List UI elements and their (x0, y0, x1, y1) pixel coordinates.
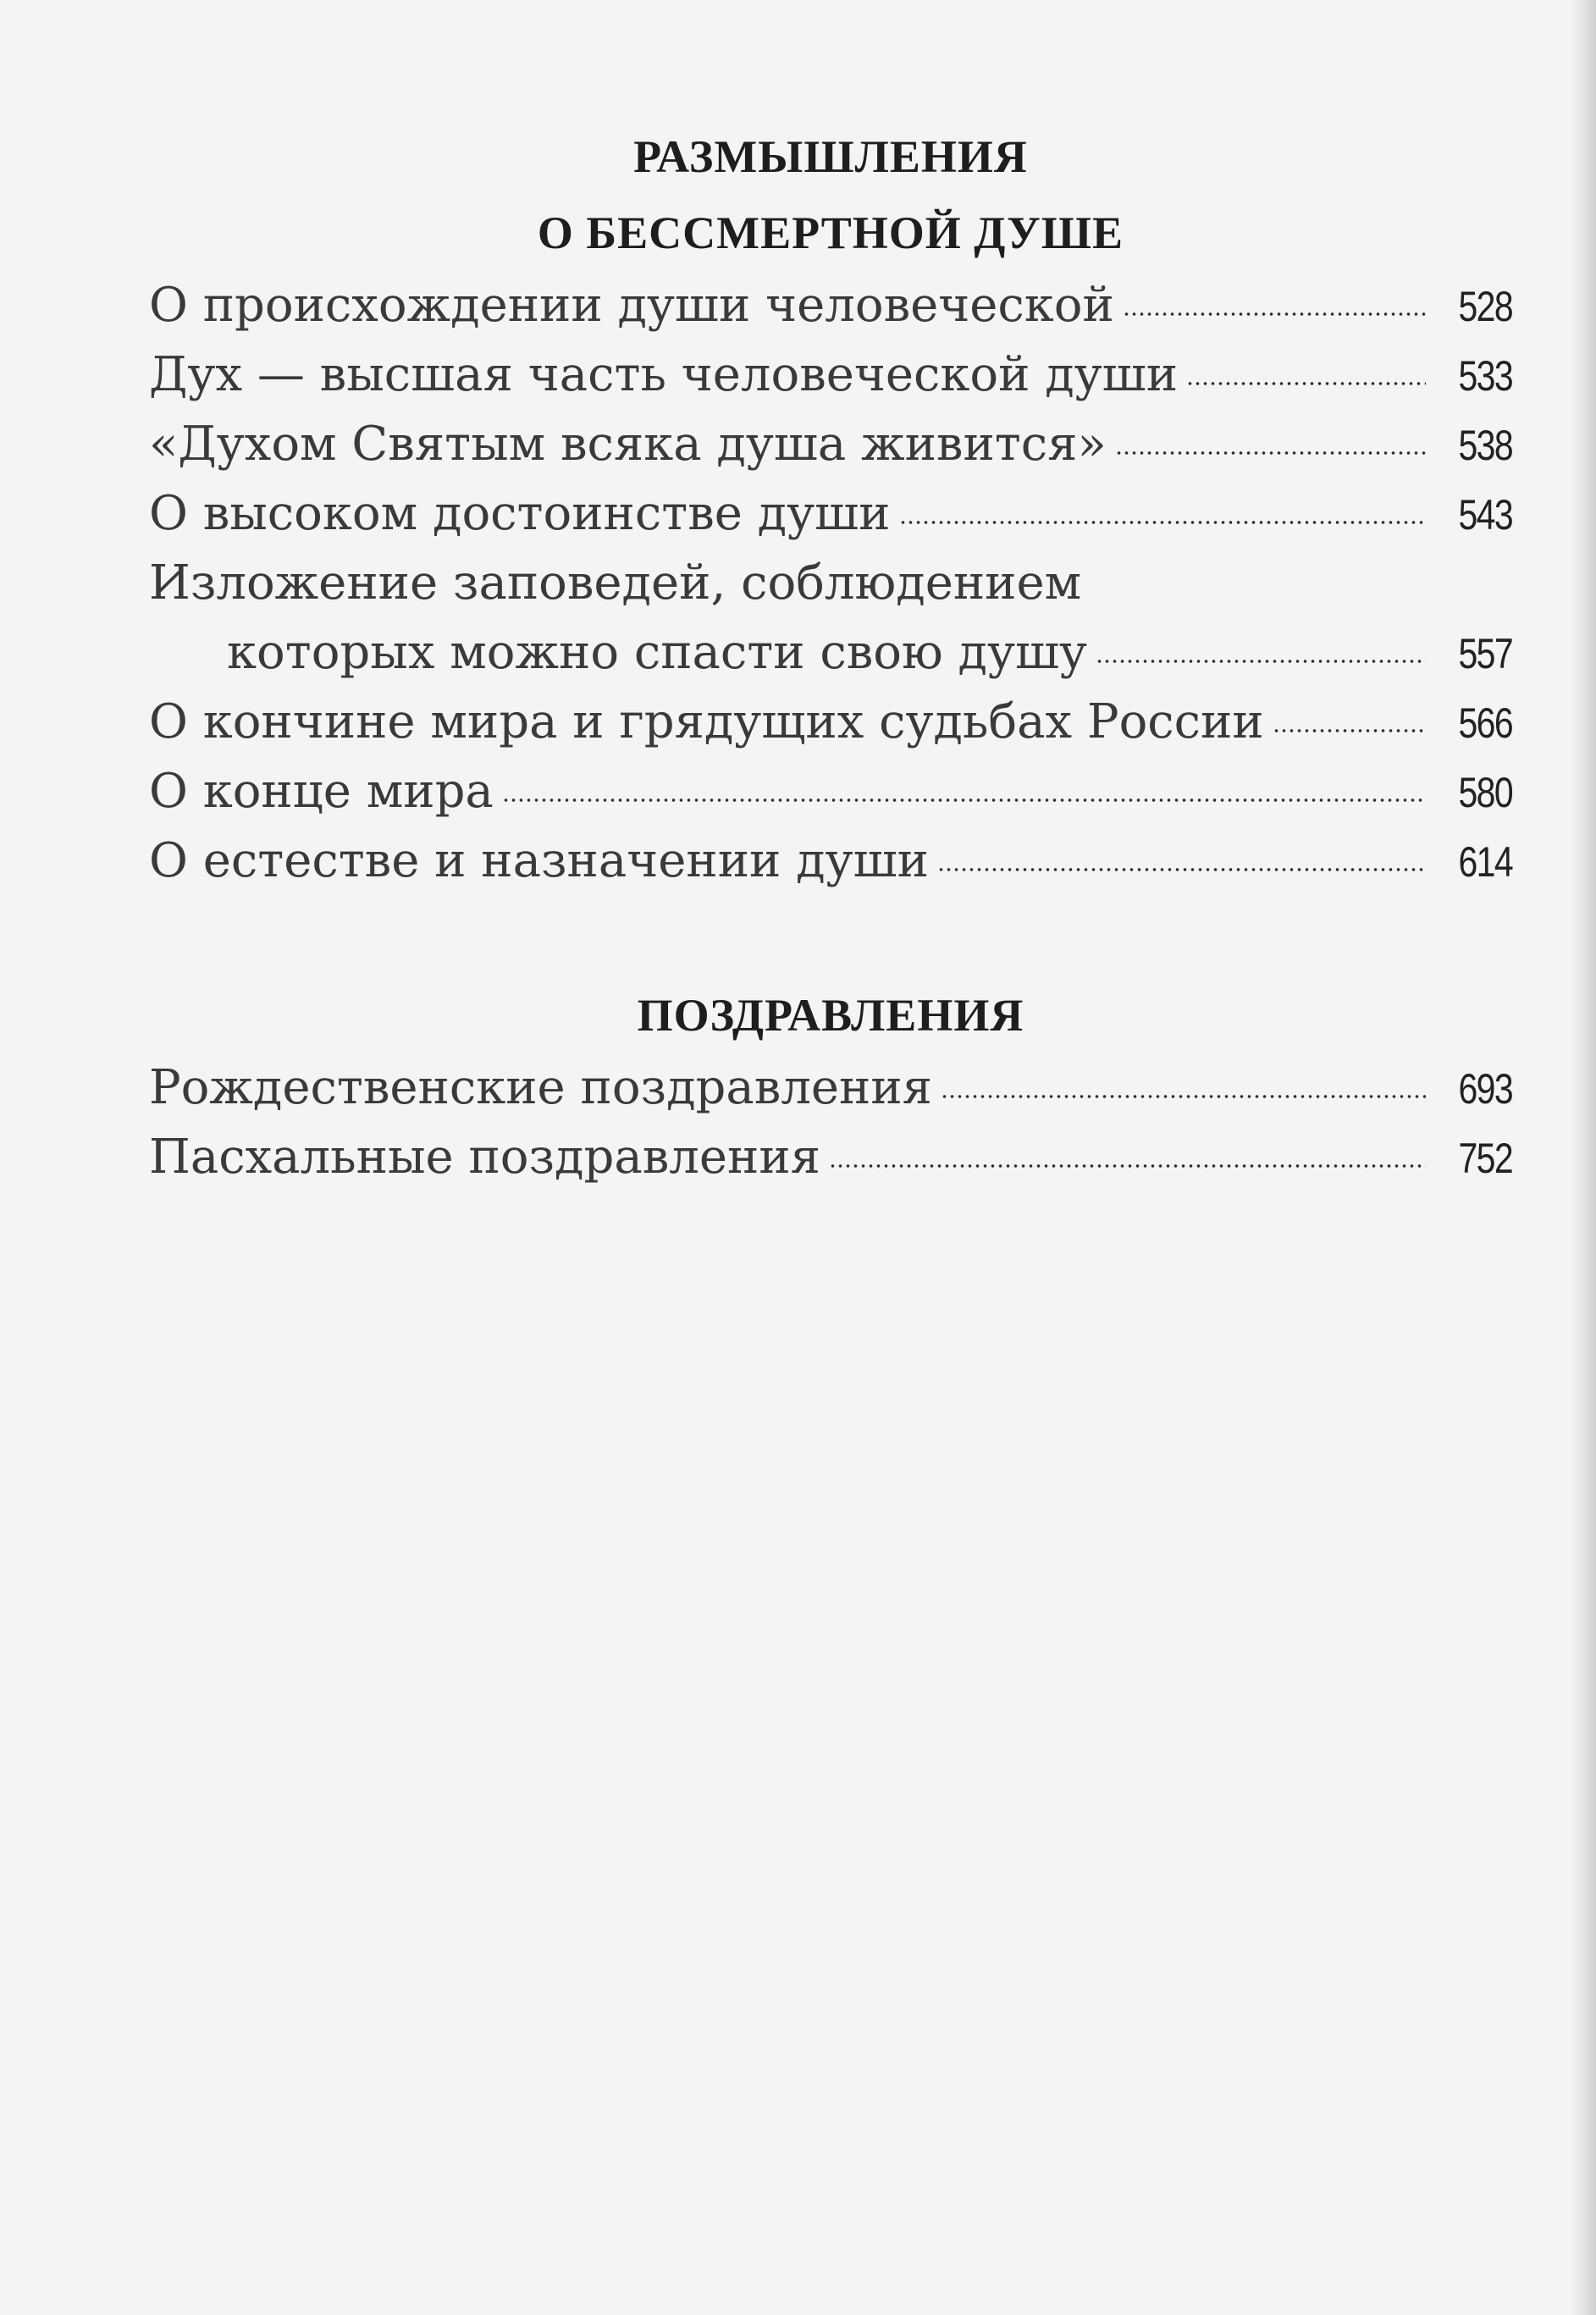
toc-entry-page: 533 (1458, 352, 1512, 400)
toc-entry-page: 528 (1458, 283, 1512, 330)
table-of-contents (149, 0, 1512, 1192)
toc-entry-title: Дух — высшая часть человеческой души (149, 347, 1179, 402)
section-heading-line: О БЕССМЕРТНОЙ ДУШЕ (537, 207, 1124, 258)
toc-entry[interactable] (149, 1123, 1512, 1192)
toc-entry[interactable] (149, 479, 1512, 549)
section-spacer (149, 896, 1512, 977)
toc-entry[interactable] (149, 757, 1512, 826)
toc-entry-first-line[interactable] (149, 549, 1512, 618)
toc-entry[interactable] (149, 826, 1512, 896)
page-edge-shadow (1571, 0, 1596, 2315)
toc-list-greetings (149, 1053, 1512, 1192)
toc-entry-page: 566 (1458, 699, 1512, 747)
toc-entry-title: Пасхальные поздравления (149, 1130, 820, 1185)
dot-leader (899, 521, 1427, 524)
toc-entry-page: 580 (1458, 769, 1512, 816)
dot-leader (502, 798, 1426, 802)
dot-leader (1123, 312, 1426, 316)
dot-leader (1186, 382, 1426, 385)
toc-entry-title: О кончине мира и грядущих судьбах России (149, 694, 1264, 749)
toc-entry-title: Изложение заповедей, соблюдением (149, 555, 1082, 611)
section-heading-meditations (149, 0, 1512, 271)
dot-leader (1096, 660, 1426, 663)
dot-leader (941, 1095, 1426, 1098)
toc-entry[interactable] (149, 271, 1512, 340)
toc-entry-title: О высоком достоинстве души (149, 486, 891, 541)
section-heading-line: РАЗМЫШЛЕНИЯ (633, 131, 1028, 182)
toc-entry-page: 538 (1458, 422, 1512, 469)
toc-entry-page: 614 (1458, 838, 1512, 886)
toc-entry[interactable] (149, 340, 1512, 410)
toc-entry-title-continued: которых можно спасти свою душу (227, 625, 1087, 680)
toc-entry-title: О конце мира (149, 764, 494, 819)
toc-entry-title: О естестве и назначении души (149, 833, 929, 888)
dot-leader (1273, 729, 1426, 732)
toc-entry-title: О происхождении души человеческой (149, 278, 1114, 333)
toc-entry-page: 752 (1458, 1135, 1512, 1182)
toc-entry-page: 543 (1458, 491, 1512, 539)
section-heading-line: ПОЗДРАВЛЕНИЯ (637, 990, 1024, 1041)
toc-entry[interactable] (149, 688, 1512, 757)
toc-entry-continuation[interactable] (149, 618, 1512, 688)
section-heading-greetings (149, 977, 1512, 1053)
toc-entry[interactable] (149, 1053, 1512, 1123)
toc-entry[interactable] (149, 410, 1512, 479)
toc-entry-title: «Духом Святым всяка душа живится» (149, 417, 1107, 472)
toc-entry-page: 693 (1458, 1065, 1512, 1113)
toc-list-meditations (149, 271, 1512, 896)
dot-leader (937, 868, 1426, 871)
toc-entry-page: 557 (1458, 630, 1512, 677)
dot-leader (829, 1164, 1426, 1168)
toc-entry-title: Рождественские поздравления (149, 1060, 933, 1115)
dot-leader (1115, 451, 1426, 455)
